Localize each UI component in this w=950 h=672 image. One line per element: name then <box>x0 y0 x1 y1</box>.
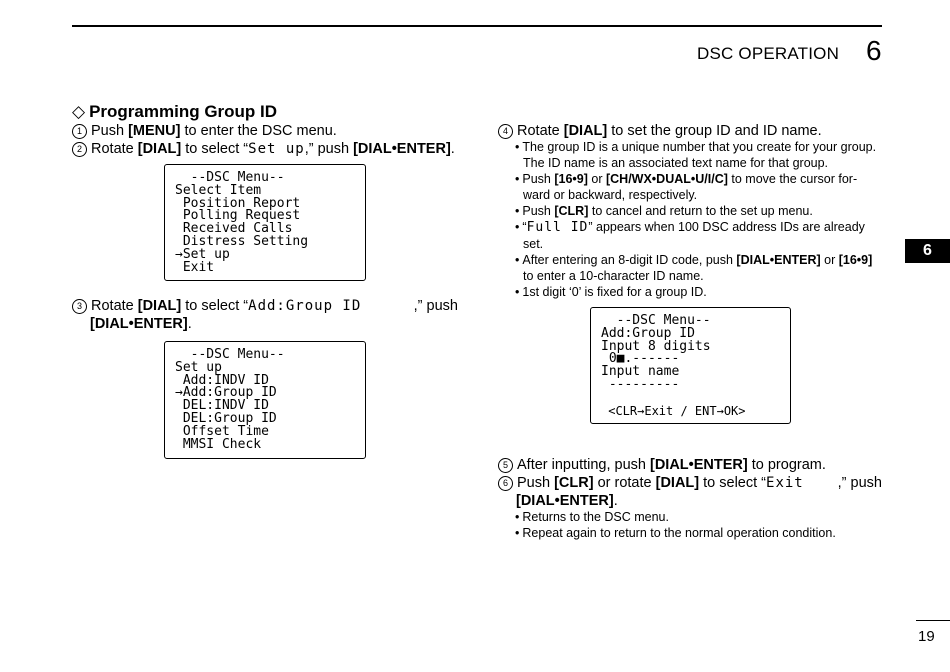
key-dial: [DIAL] <box>137 141 182 157</box>
step-text: Push <box>517 475 555 491</box>
key-dial-enter: [DIAL•ENTER] <box>736 253 821 267</box>
key-dial-enter: [DIAL•ENTER] <box>516 493 614 509</box>
key-clr: [CLR] <box>554 204 589 218</box>
section-title-text: Programming Group ID <box>89 102 278 121</box>
note-text: set. <box>523 237 544 251</box>
key-16-9: [16•9] <box>554 172 588 186</box>
step-text: Push <box>91 123 129 139</box>
screen-line: --DSC Menu-- <box>601 313 711 328</box>
lcd-text: Exit <box>766 475 804 491</box>
step-6-notes <box>515 509 836 541</box>
step-5 <box>498 456 826 474</box>
note-text: to enter a 10-character ID name. <box>523 269 704 283</box>
note-line: • After entering an 8-digit ID code, push [DIAL•ENTER] or [16•9] <box>515 253 873 267</box>
step-text: to program. <box>747 457 826 473</box>
note-line: • Returns to the DSC menu. <box>515 510 669 524</box>
lcd-screen-1 <box>164 164 366 281</box>
screen-line: --------- <box>601 376 680 392</box>
note-text: Returns to the DSC menu. <box>522 510 669 524</box>
step-text: to select “ <box>699 475 767 491</box>
step-number-1: 1 <box>72 124 87 139</box>
note-text: or <box>820 253 839 267</box>
step-text: or rotate <box>593 475 656 491</box>
key-menu: [MENU] <box>128 123 181 139</box>
note-text: After entering an 8-digit ID code, push <box>522 253 737 267</box>
step-text: . <box>450 141 455 157</box>
step-text: ,” push <box>413 298 458 314</box>
note-line: • The group ID is a unique number that you create for your group. <box>515 140 877 154</box>
chapter-title: DSC OPERATION <box>697 44 840 63</box>
diamond-icon: ◇ <box>72 102 86 121</box>
screen-line: <CLR→Exit / ENT→OK> <box>601 403 746 418</box>
screen-line: Set up <box>175 359 222 375</box>
step-number-2: 2 <box>72 142 87 157</box>
step-number-4: 4 <box>498 124 513 139</box>
screen-line: Add:INDV ID <box>175 372 269 388</box>
note-text: “ <box>522 220 527 234</box>
screen-line: Input name <box>601 364 680 380</box>
chapter-side-tab: 6 <box>905 239 950 263</box>
note-line <box>515 236 883 252</box>
step-4-notes <box>515 139 883 300</box>
key-ch-wx: [CH/WX•DUAL•U/I/C] <box>605 172 728 186</box>
step-text: . <box>613 493 618 509</box>
key-dial: [DIAL] <box>137 298 182 314</box>
note-text: The ID name is an associated text name for that group. <box>523 156 829 170</box>
note-text: ” appears when 100 DSC address IDs are already <box>588 220 865 234</box>
screen-line: Input 8 digits <box>601 338 711 354</box>
page-number: 19 <box>918 628 935 645</box>
note-line: • Push [16•9] or [CH/WX•DUAL•U/I/C] to move the cursor for- <box>515 172 858 186</box>
step-text: Rotate <box>91 141 138 157</box>
screen-line: --DSC Menu-- <box>175 170 285 185</box>
screen-line: Add:Group ID <box>601 325 695 341</box>
footer-rule <box>916 620 950 621</box>
step-text: Rotate <box>91 298 138 314</box>
note-line <box>515 268 883 284</box>
key-clr: [CLR] <box>554 475 594 491</box>
step-1 <box>72 122 337 140</box>
note-line: • Repeat again to return to the normal operation condition. <box>515 526 836 540</box>
step-3 <box>72 297 458 333</box>
note-text: 1st digit ‘0’ is fixed for a group ID. <box>522 285 707 299</box>
screen-line: --DSC Menu-- <box>175 347 285 362</box>
screen-line <box>601 392 780 405</box>
note-line: • “Full ID” appears when 100 DSC address IDs are already <box>515 220 865 235</box>
lcd-text: Add:Group ID <box>248 298 362 314</box>
step-6 <box>498 474 882 510</box>
chapter-number: 6 <box>866 35 882 66</box>
screen-line: Select Item <box>175 182 262 198</box>
note-line <box>515 155 883 171</box>
note-text: or <box>587 172 606 186</box>
screen-line: Position Report <box>175 195 301 211</box>
screen-line: DEL:INDV ID <box>175 398 269 414</box>
screen-line: MMSI Check <box>175 436 262 452</box>
screen-line: Distress Setting <box>175 233 309 249</box>
lcd-text: Set up <box>248 141 305 157</box>
step-number-6: 6 <box>498 476 513 491</box>
key-dial: [DIAL] <box>655 475 700 491</box>
note-line <box>515 187 883 203</box>
step-text: . <box>187 316 192 332</box>
note-text: The group ID is a unique number that you create for your group. <box>522 140 877 154</box>
note-line: • Push [CLR] to cancel and return to the set up menu. <box>515 204 813 218</box>
note-text: Repeat again to return to the normal operation condition. <box>522 526 836 540</box>
step-text: Rotate <box>517 123 564 139</box>
key-16-9: [16•9] <box>838 253 873 267</box>
step-text: ,” push <box>837 475 882 491</box>
header-rule <box>72 25 882 27</box>
step-2 <box>72 140 455 158</box>
note-text: Push <box>522 172 555 186</box>
key-dial-enter: [DIAL•ENTER] <box>650 457 748 473</box>
step-text: After inputting, push <box>517 457 650 473</box>
note-line: • 1st digit ‘0’ is fixed for a group ID. <box>515 285 707 299</box>
screen-line: DEL:Group ID <box>175 410 277 426</box>
screen-line: 0■.------ <box>601 351 680 367</box>
key-dial-enter: [DIAL•ENTER] <box>90 316 188 332</box>
lcd-screen-3 <box>590 307 791 424</box>
step-text: to enter the DSC menu. <box>180 123 337 139</box>
step-text: to set the group ID and ID name. <box>607 123 822 139</box>
lcd-text: Full ID <box>526 220 589 235</box>
step-number-5: 5 <box>498 458 513 473</box>
screen-line: Received Calls <box>175 221 293 237</box>
note-text: ward or backward, respectively. <box>523 188 698 202</box>
note-text: to move the cursor for- <box>727 172 858 186</box>
screen-line: →Set up <box>175 246 230 262</box>
step-text: to select “ <box>181 298 249 314</box>
screen-line: Exit <box>175 259 215 275</box>
note-text: Push <box>522 204 555 218</box>
screen-line: Polling Request <box>175 208 301 224</box>
step-number-3: 3 <box>72 299 87 314</box>
note-text: to cancel and return to the set up menu. <box>588 204 813 218</box>
key-dial: [DIAL] <box>563 123 608 139</box>
lcd-screen-2 <box>164 341 366 459</box>
section-title <box>72 102 277 122</box>
step-4 <box>498 122 822 140</box>
key-dial-enter: [DIAL•ENTER] <box>353 141 451 157</box>
screen-line: Offset Time <box>175 423 269 439</box>
step-text: to select “ <box>181 141 249 157</box>
screen-line: →Add:Group ID <box>175 385 277 401</box>
step-text: ,” push <box>304 141 354 157</box>
